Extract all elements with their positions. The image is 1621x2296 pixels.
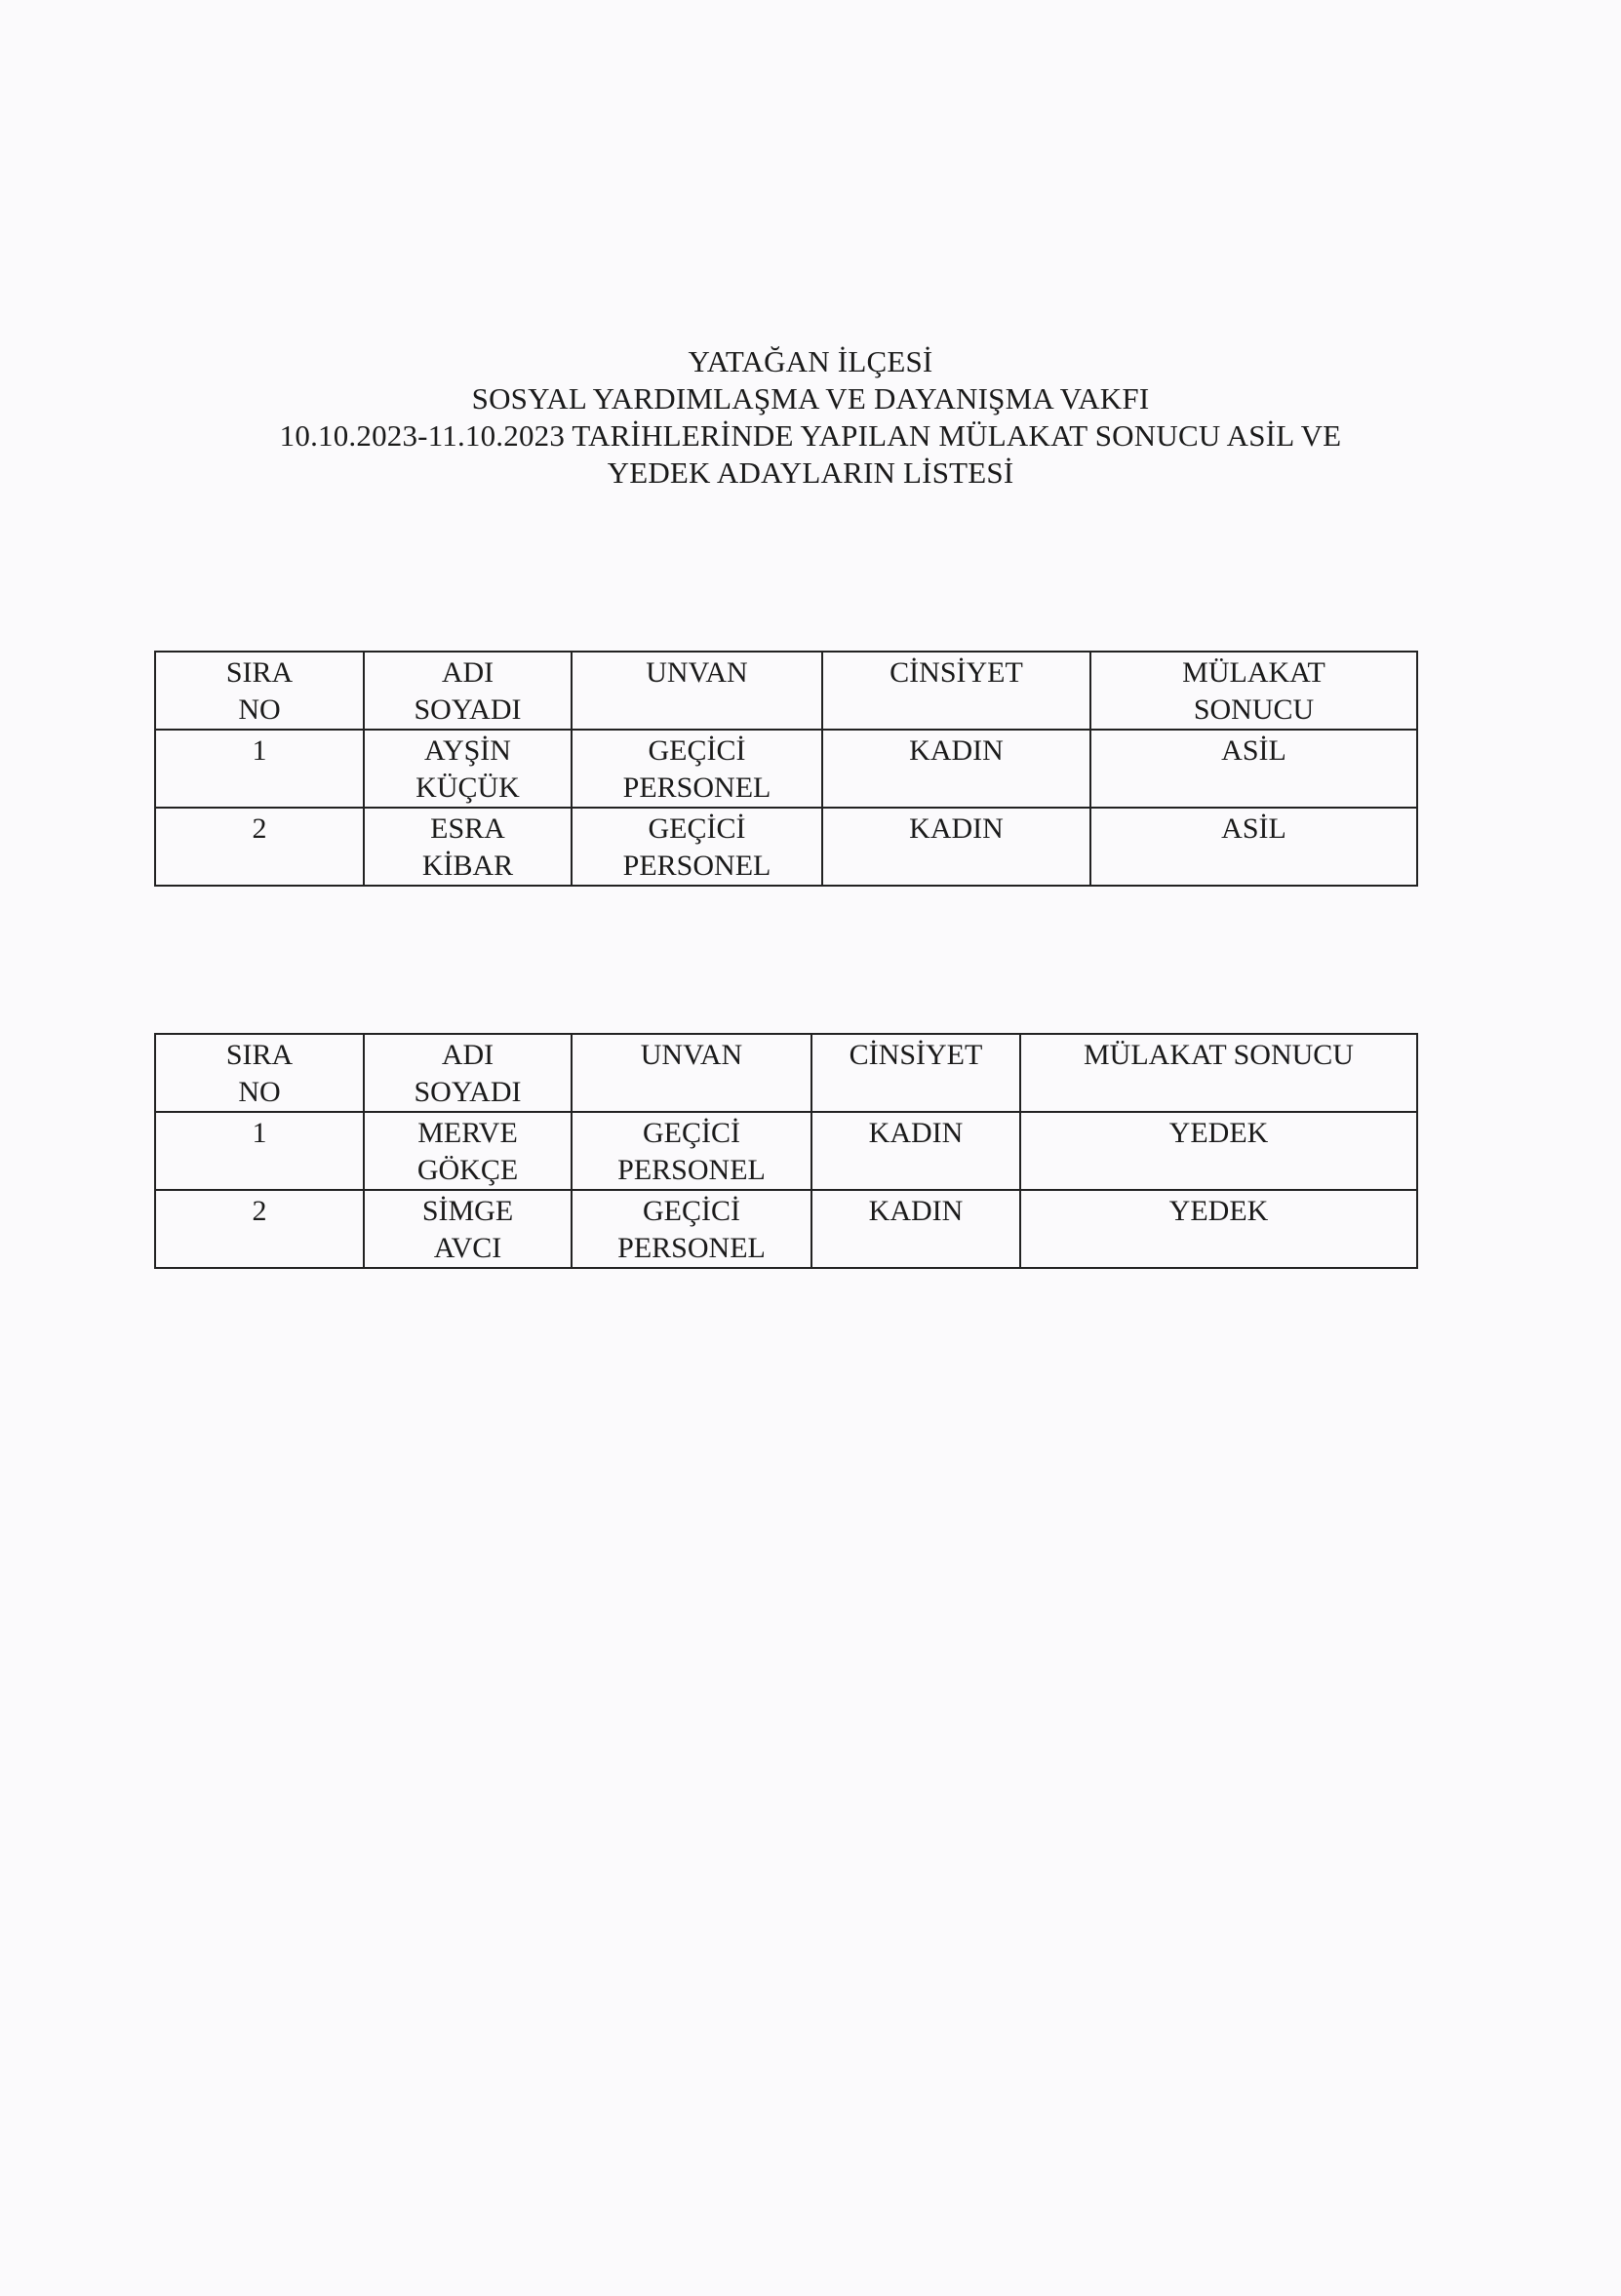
cell-sonuc: YEDEK — [1020, 1112, 1417, 1190]
cell-unvan: GEÇİCİ PERSONEL — [572, 1112, 811, 1190]
heading-line-list-title: YEDEK ADAYLARIN LİSTESİ — [607, 455, 1014, 490]
table-row — [155, 808, 1417, 886]
asil-candidates-table — [154, 651, 1418, 887]
table-header-row — [155, 1034, 1417, 1112]
header-cinsiyet: CİNSİYET — [811, 1034, 1020, 1112]
cell-cinsiyet: KADIN — [822, 730, 1090, 808]
cell-adi-soyadi: SİMGE AVCI — [364, 1190, 572, 1268]
cell-unvan: GEÇİCİ PERSONEL — [572, 1190, 811, 1268]
header-mulakat-sonucu: MÜLAKAT SONUCU — [1020, 1034, 1417, 1112]
cell-cinsiyet: KADIN — [811, 1190, 1020, 1268]
cell-sonuc: YEDEK — [1020, 1190, 1417, 1268]
cell-sira: 1 — [155, 1112, 364, 1190]
cell-adi-soyadi: MERVE GÖKÇE — [364, 1112, 572, 1190]
header-unvan: UNVAN — [572, 652, 822, 730]
header-sira-no: SIRA NO — [155, 652, 364, 730]
table-row — [155, 1190, 1417, 1268]
cell-unvan: GEÇİCİ PERSONEL — [572, 808, 822, 886]
table-row — [155, 1112, 1417, 1190]
cell-adi-soyadi: AYŞİN KÜÇÜK — [364, 730, 572, 808]
heading-line-interview-dates: 10.10.2023-11.10.2023 TARİHLERİNDE YAPILAN MÜLAKAT SONUCU ASİL VE — [279, 418, 1342, 453]
table-header-row — [155, 652, 1417, 730]
cell-sonuc: ASİL — [1090, 808, 1417, 886]
cell-sira: 2 — [155, 808, 364, 886]
header-cinsiyet: CİNSİYET — [822, 652, 1090, 730]
header-mulakat-sonucu: MÜLAKAT SONUCU — [1090, 652, 1417, 730]
header-unvan: UNVAN — [572, 1034, 811, 1112]
cell-sira: 1 — [155, 730, 364, 808]
cell-sonuc: ASİL — [1090, 730, 1417, 808]
cell-sira: 2 — [155, 1190, 364, 1268]
table-row — [155, 730, 1417, 808]
cell-cinsiyet: KADIN — [822, 808, 1090, 886]
heading-line-foundation: SOSYAL YARDIMLAŞMA VE DAYANIŞMA VAKFI — [471, 381, 1150, 416]
document-heading — [0, 343, 1621, 492]
header-adi-soyadi: ADI SOYADI — [364, 652, 572, 730]
cell-unvan: GEÇİCİ PERSONEL — [572, 730, 822, 808]
cell-cinsiyet: KADIN — [811, 1112, 1020, 1190]
heading-line-district: YATAĞAN İLÇESİ — [688, 344, 933, 378]
cell-adi-soyadi: ESRA KİBAR — [364, 808, 572, 886]
yedek-candidates-table — [154, 1033, 1418, 1269]
header-sira-no: SIRA NO — [155, 1034, 364, 1112]
header-adi-soyadi: ADI SOYADI — [364, 1034, 572, 1112]
